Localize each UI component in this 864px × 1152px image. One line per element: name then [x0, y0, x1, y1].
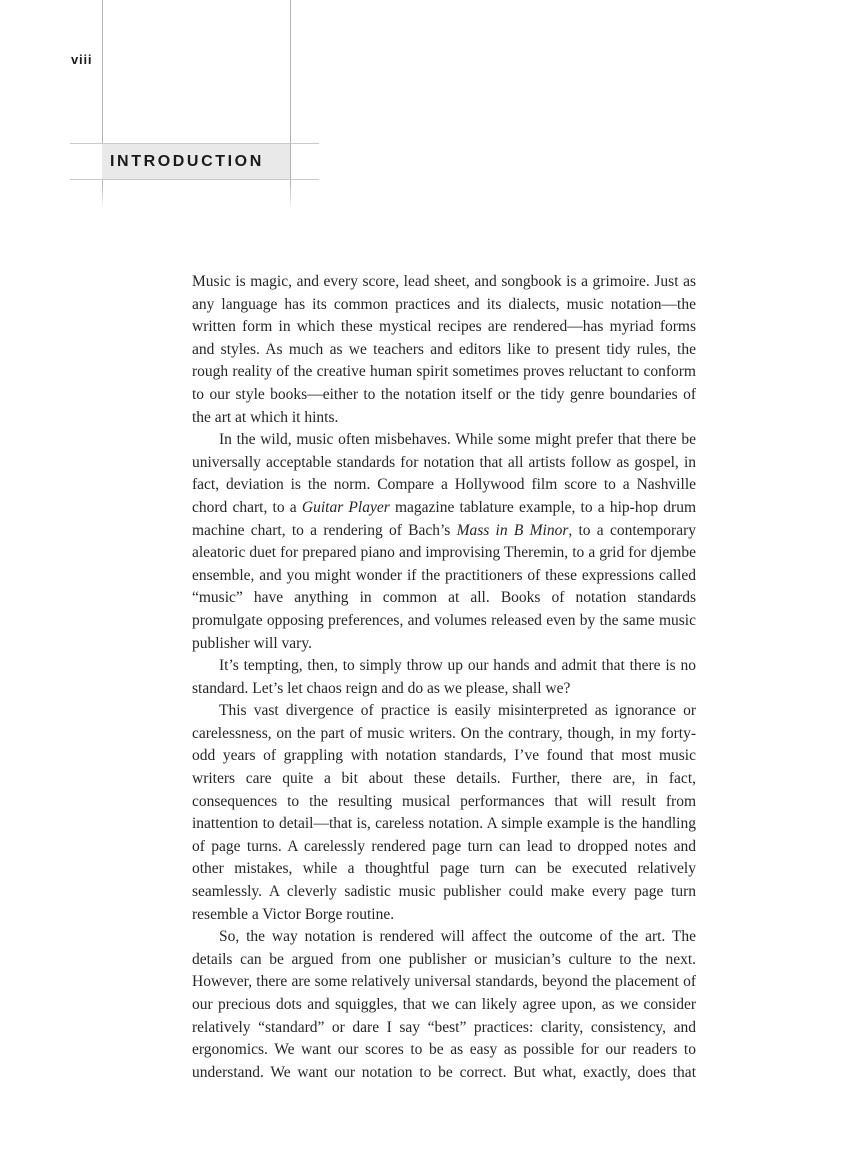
text-run: This vast divergence of practice is easily misinterpreted as ignorance or carelessness, on the part of music writers. On the contrary, though, in my forty-odd years of grappling with notation standards, I’ve found that most music writers care quite a bit about these details. Further, there are, in fact, consequences to the resulting musical performances that will result from inattention to detail—that is, careless notation. A simple example is the handling of page turns. A carelessly rendered page turn can lead to dropped notes and other mistakes, while a thoughtful page turn can be executed relatively seamlessly. A cleverly sadistic music publisher could make every page turn resemble a Victor Borge routine.: [192, 702, 696, 923]
body-text-block: [192, 271, 696, 1084]
paragraph: [192, 700, 696, 926]
text-run: It’s tempting, then, to simply throw up our hands and admit that there is no standard. Let’s let chaos reign and do as we please, shall we?: [192, 657, 696, 697]
chapter-heading: INTRODUCTION: [110, 152, 264, 170]
text-run: magazine tablature example, to a hip-hop drum machine chart, to a rendering of Bach’s: [192, 498, 696, 539]
italic-phrase: Mass in B Minor: [456, 521, 569, 539]
paragraph: [192, 429, 696, 655]
grid-vertical-line-right: [290, 0, 291, 209]
chapter-heading-band: [102, 144, 290, 179]
paragraph: [192, 926, 696, 1084]
page-number: viii: [71, 52, 93, 67]
paragraph: [192, 655, 696, 700]
text-run: Music is magic, and every score, lead sheet, and songbook is a grimoire. Just as any language has its common practices and its dialects, music notation—the written form in which these mystical recipes are rendered—has myriad forms and styles. As much as we teachers and editors like to present tidy rules, the rough reality of the creative human spirit sometimes proves reluctant to conform to our style books—either to the notation itself or the tidy genre boundaries of the art at which it hints.: [192, 273, 696, 426]
text-run: So, the way notation is rendered will affect the outcome of the art. The details can be argued from one publisher or musician’s culture to the next. However, there are some relatively universal standards, beyond the placement of our precious dots and squiggles, that we can likely agree upon, as we consider relatively “standard” or dare I say “best” practices: clarity, consistency, and ergonomics. We want our scores to be as easy as possible for our readers to understand. We want our notation to be correct. But what, exactly, does that: [192, 928, 696, 1081]
grid-horizontal-rule-bottom: [70, 179, 319, 180]
paragraph: [192, 271, 696, 429]
text-run: In the wild, music often misbehaves. While some might prefer that there be universally acceptable standards for notation that all artists follow as gospel, in fact, deviation is the norm. Compare a Hollywood film score to a Nashville chord chart, to a: [192, 431, 696, 516]
italic-phrase: Guitar Player: [301, 498, 390, 516]
text-run: , to a contemporary aleatoric duet for prepared piano and improvising Theremin, to a grid for djembe ensemble, and you might wonder if the practitioners of these expressions called “music” have anything in common at all. Books of notation standards promulgate opposing preferences, and volumes released even by the same music publisher will vary.: [192, 521, 697, 652]
